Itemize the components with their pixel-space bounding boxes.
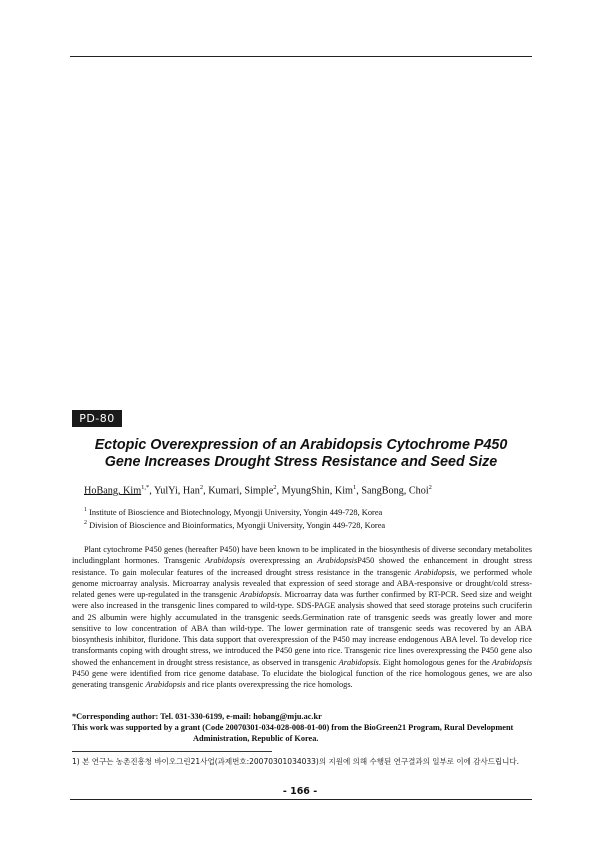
author-1: HoBang, Kim: [84, 485, 142, 497]
author-2: YulYi, Han: [154, 485, 200, 497]
author-5-affil: 2: [428, 484, 432, 491]
affiliation-2: $^2$ Division of Bioscience and Bioinformatics, Myongji University, Yongin 449-728, Korea: [84, 520, 386, 531]
author-2-affil: 2: [199, 484, 204, 491]
corresponding-author: *Corresponding author: Tel. 031-330-6199, e-mail: hobang@mju.ac.kr: [72, 712, 322, 721]
author-5: SangBong, Choi: [361, 485, 429, 497]
author-4: MyungShin, Kim: [281, 485, 353, 497]
abstract-code-badge: PD-80: [72, 410, 122, 427]
bottom-rule: [70, 799, 532, 800]
affiliation-1: $^1$ Institute of Bioscience and Biotechnology, Myongji University, Yongin 449-728, Korea: [84, 507, 383, 517]
author-4-affil: 1: [352, 484, 357, 491]
affiliations: [84, 505, 524, 532]
author-3-affil: 2: [273, 484, 277, 491]
paper-title: [70, 437, 532, 471]
title-line-1: Ectopic Overexpression of an Arabidopsis Cytochrome P450: [94, 437, 508, 453]
correspondence-block: [72, 711, 532, 744]
author-1-affil: 1,*: [141, 484, 150, 491]
funding-line-2: Administration, Republic of Korea.: [193, 734, 319, 743]
footnote: 1) 본 연구는 농촌진흥청 바이오그린21사업(과제번호:20070301034033)의 지원에 의해 수행된 연구결과의 일부로 이에 감사드립니다.: [72, 757, 520, 766]
top-rule: [70, 56, 532, 57]
funding-line: This work was supported by a grant (Code 20070301-034-028-008-01-00) from the BioGreen21 Program, Rural Development: [72, 723, 514, 732]
author-3: Kumari, Simple: [208, 485, 274, 497]
author-list: HoBang, Kim$^{1,*}$, YulYi, Han$^2$, Kumari, Simple$^2$, MyungShin, Kim$^1$, SangBong, Choi$^2$: [84, 484, 432, 497]
page-number: - 166 -: [282, 786, 318, 797]
abstract-text: Plant cytochrome P450 genes (hereafter P450) have been known to be implicated in the biosynthesis of diverse secondary metabolites includingplant hormones. Transgenic Arabidopsis overexpressing an ArabidopsisP450 showed the enhancement in drought stress resistance. To gain molecular features of the increased drought stress resistance in the transgenic Arabidopsis, we performed whole genome microarray analysis. Microarray analysis revealed that expression of seed storage and ABA-responsive or drought/cold stress-related genes were up-regulated in the transgenic Arabidopsis. Microarray data was further confirmed by RT-PCR. Seed size and weight were also increased in the transgenic lines compared to wild-type. SDS-PAGE analysis showed that seed storage proteins such cruciferin and 2S albumin were highly accumulated in the transgenic seeds.Germination rate of transgenic seeds was greatly lower and more sensitive to low concentration of ABA than wild-type. The lower germination rate of transgenic seeds was recovered by an ABA biosynthesis inhibitor, fluridone. This data support that overexpression of the P450 may increase endogenous ABA level. To develop rice transformants coping with drought stress, we introduced the P450 gene into rice. Transgenic rice lines overexpressing the P450 gene also showed the enhancement in drought stress resistance, as observed in transgenic Arabidopsis. Eight homologous genes for the Arabidopsis P450 gene were identified from rice genome database. To elucidate the biological function of the rice homologous genes, we are also generating transgenic Arabidopsis and rice plants overexpressing the rice homologs.: [72, 545, 533, 689]
footnote-rule: [72, 751, 272, 752]
title-line-2: Gene Increases Drought Stress Resistance and Seed Size: [104, 454, 498, 470]
